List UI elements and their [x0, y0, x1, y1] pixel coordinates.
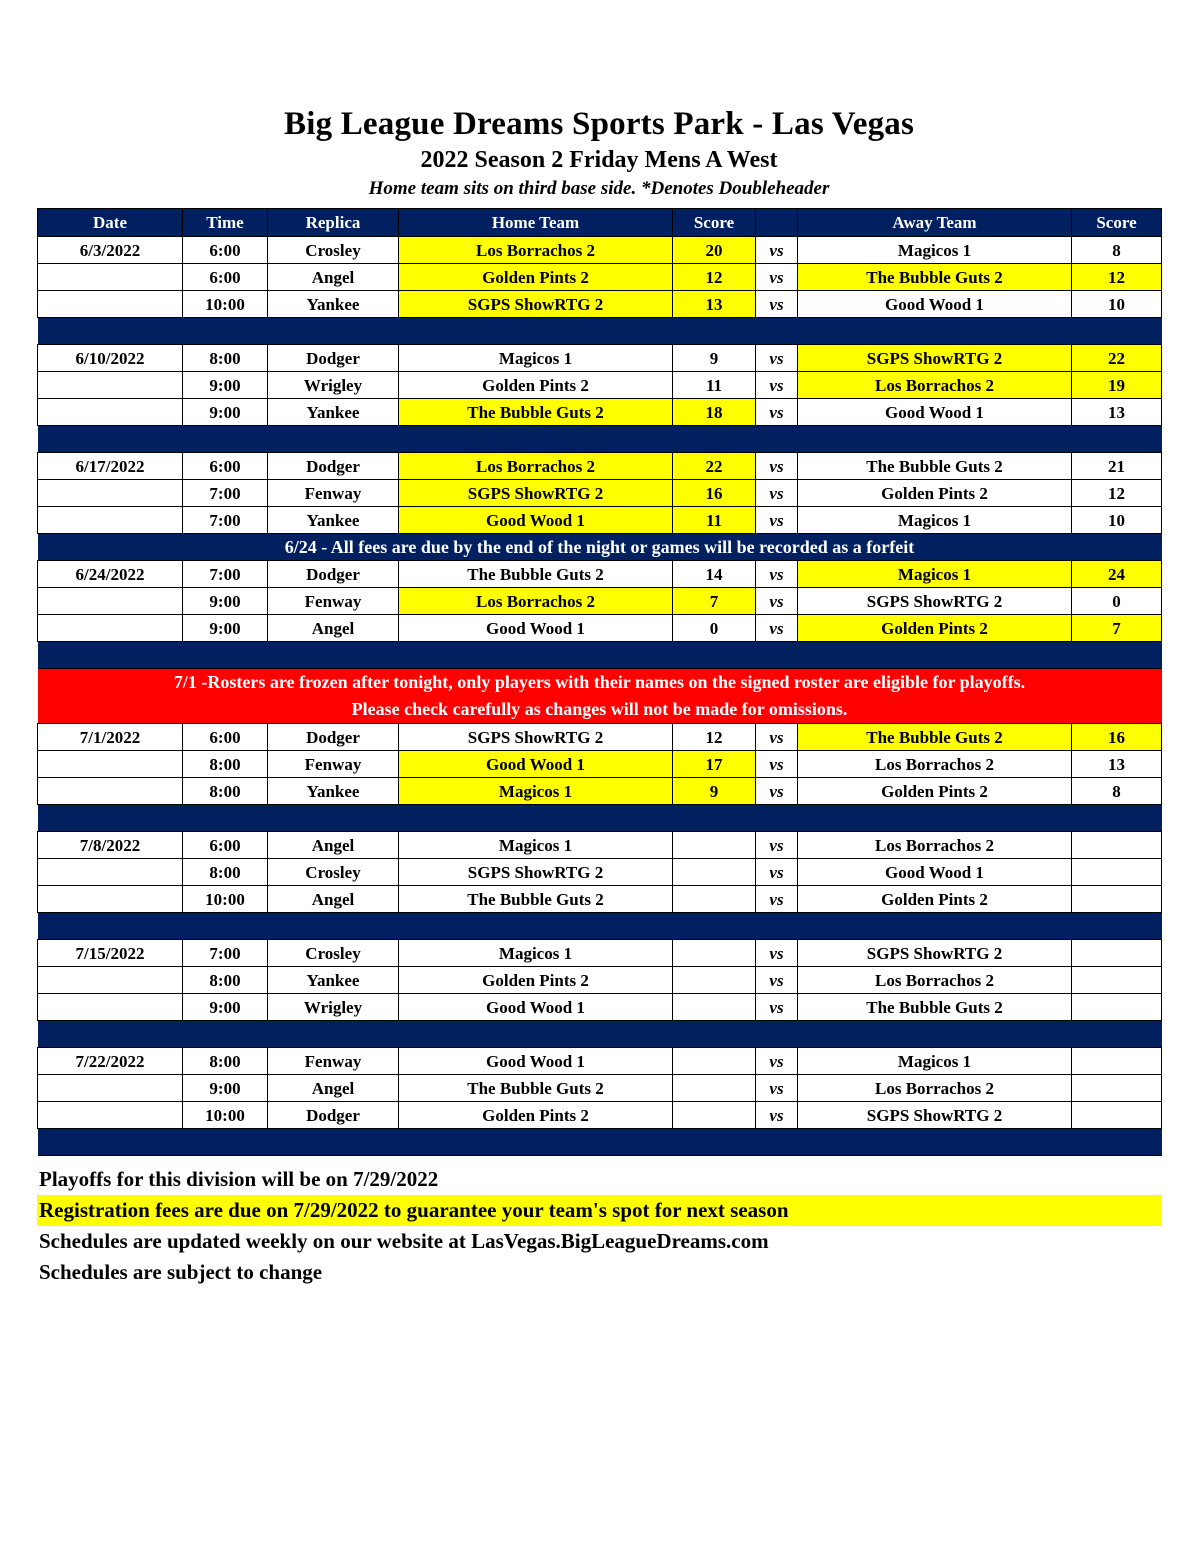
game-row [38, 480, 1162, 507]
home-score-cell: 0 [673, 615, 756, 642]
date-cell [38, 1075, 183, 1102]
away-team-cell: SGPS ShowRTG 2 [798, 940, 1072, 967]
replica-cell: Dodger [268, 724, 399, 751]
separator-band [38, 805, 1162, 832]
separator-row [38, 1021, 1162, 1048]
separator-band [38, 1021, 1162, 1048]
home-score-cell: 11 [673, 507, 756, 534]
footer-notes [37, 1164, 1161, 1288]
game-row [38, 940, 1162, 967]
game-row [38, 588, 1162, 615]
away-score-cell: 0 [1072, 588, 1162, 615]
time-cell: 7:00 [183, 507, 268, 534]
date-cell: 7/22/2022 [38, 1048, 183, 1075]
vs-cell: vs [756, 291, 798, 318]
home-team-cell: Good Wood 1 [399, 1048, 673, 1075]
game-row [38, 994, 1162, 1021]
date-cell [38, 615, 183, 642]
replica-cell: Yankee [268, 399, 399, 426]
date-cell [38, 399, 183, 426]
separator-band [38, 426, 1162, 453]
away-score-cell: 7 [1072, 615, 1162, 642]
away-score-cell [1072, 859, 1162, 886]
away-team-cell: The Bubble Guts 2 [798, 453, 1072, 480]
home-score-cell: 18 [673, 399, 756, 426]
time-cell: 9:00 [183, 1075, 268, 1102]
replica-cell: Fenway [268, 588, 399, 615]
replica-cell: Angel [268, 832, 399, 859]
home-score-cell: 17 [673, 751, 756, 778]
home-score-cell: 9 [673, 345, 756, 372]
notice-row-blue [38, 534, 1162, 561]
game-row [38, 751, 1162, 778]
game-row [38, 345, 1162, 372]
home-team-cell: SGPS ShowRTG 2 [399, 291, 673, 318]
vs-cell: vs [756, 859, 798, 886]
schedule-table [37, 208, 1162, 1156]
away-team-cell: Golden Pints 2 [798, 778, 1072, 805]
game-row [38, 1048, 1162, 1075]
home-team-cell: Los Borrachos 2 [399, 588, 673, 615]
home-team-note: Home team sits on third base side. *Denotes Doubleheader [368, 178, 830, 199]
separator-band [38, 318, 1162, 345]
home-team-cell: The Bubble Guts 2 [399, 886, 673, 913]
home-score-cell: 14 [673, 561, 756, 588]
away-score-cell: 21 [1072, 453, 1162, 480]
away-team-cell: Good Wood 1 [798, 291, 1072, 318]
replica-cell: Wrigley [268, 372, 399, 399]
away-score-cell: 22 [1072, 345, 1162, 372]
vs-cell: vs [756, 778, 798, 805]
home-team-cell: Good Wood 1 [399, 751, 673, 778]
replica-cell: Yankee [268, 291, 399, 318]
separator-row [38, 913, 1162, 940]
away-score-cell: 12 [1072, 480, 1162, 507]
game-row [38, 615, 1162, 642]
away-score-cell: 16 [1072, 724, 1162, 751]
replica-cell: Yankee [268, 967, 399, 994]
replica-cell: Fenway [268, 1048, 399, 1075]
time-cell: 6:00 [183, 264, 268, 291]
vs-cell: vs [756, 507, 798, 534]
away-team-cell: Los Borrachos 2 [798, 832, 1072, 859]
vs-cell: vs [756, 264, 798, 291]
time-cell: 6:00 [183, 832, 268, 859]
date-cell [38, 967, 183, 994]
away-team-cell: Golden Pints 2 [798, 615, 1072, 642]
away-score-cell: 8 [1072, 237, 1162, 264]
replica-cell: Angel [268, 1075, 399, 1102]
replica-cell: Crosley [268, 940, 399, 967]
date-cell: 7/15/2022 [38, 940, 183, 967]
home-team-cell: Golden Pints 2 [399, 372, 673, 399]
away-score-cell: 10 [1072, 291, 1162, 318]
away-team-cell: Magicos 1 [798, 507, 1072, 534]
game-row [38, 724, 1162, 751]
col-header-time: Time [183, 209, 268, 237]
vs-cell: vs [756, 237, 798, 264]
replica-cell: Yankee [268, 778, 399, 805]
replica-cell: Crosley [268, 237, 399, 264]
replica-cell: Fenway [268, 480, 399, 507]
vs-cell: vs [756, 751, 798, 778]
vs-cell: vs [756, 1102, 798, 1129]
home-score-cell [673, 994, 756, 1021]
col-header-date: Date [38, 209, 183, 237]
away-score-cell [1072, 1102, 1162, 1129]
home-team-cell: SGPS ShowRTG 2 [399, 859, 673, 886]
home-score-cell: 9 [673, 778, 756, 805]
vs-cell: vs [756, 588, 798, 615]
game-row [38, 372, 1162, 399]
game-row [38, 453, 1162, 480]
home-score-cell [673, 886, 756, 913]
time-cell: 7:00 [183, 940, 268, 967]
date-cell: 7/8/2022 [38, 832, 183, 859]
game-row [38, 967, 1162, 994]
home-score-cell: 20 [673, 237, 756, 264]
home-score-cell: 12 [673, 724, 756, 751]
date-cell [38, 778, 183, 805]
home-score-cell: 16 [673, 480, 756, 507]
replica-cell: Wrigley [268, 994, 399, 1021]
notice-text: 6/24 - All fees are due by the end of the night or games will be recorded as a forfeit [38, 534, 1162, 561]
away-score-cell: 24 [1072, 561, 1162, 588]
date-cell [38, 859, 183, 886]
away-team-cell: Magicos 1 [798, 1048, 1072, 1075]
away-score-cell: 13 [1072, 399, 1162, 426]
home-score-cell: 11 [673, 372, 756, 399]
date-cell: 6/10/2022 [38, 345, 183, 372]
notice-text: 7/1 -Rosters are frozen after tonight, only players with their names on the signed roster are eligible for playoffs. Please check carefully as changes will not be made for omissions. [38, 669, 1162, 724]
away-team-cell: Los Borrachos 2 [798, 967, 1072, 994]
away-team-cell: Magicos 1 [798, 561, 1072, 588]
vs-cell: vs [756, 1048, 798, 1075]
game-row [38, 886, 1162, 913]
date-cell [38, 994, 183, 1021]
away-score-cell [1072, 1075, 1162, 1102]
home-team-cell: Los Borrachos 2 [399, 237, 673, 264]
col-header-home-team: Home Team [399, 209, 673, 237]
game-row [38, 778, 1162, 805]
date-cell: 6/3/2022 [38, 237, 183, 264]
home-team-cell: SGPS ShowRTG 2 [399, 724, 673, 751]
away-score-cell [1072, 967, 1162, 994]
away-team-cell: Good Wood 1 [798, 859, 1072, 886]
date-cell: 7/1/2022 [38, 724, 183, 751]
home-score-cell [673, 1075, 756, 1102]
footer-line: Schedules are subject to change [39, 1260, 323, 1284]
vs-cell: vs [756, 967, 798, 994]
time-cell: 7:00 [183, 561, 268, 588]
separator-row [38, 426, 1162, 453]
date-cell [38, 751, 183, 778]
col-header-away-score: Score [1072, 209, 1162, 237]
away-team-cell: SGPS ShowRTG 2 [798, 1102, 1072, 1129]
vs-cell: vs [756, 1075, 798, 1102]
separator-band [38, 913, 1162, 940]
away-team-cell: Los Borrachos 2 [798, 751, 1072, 778]
replica-cell: Dodger [268, 1102, 399, 1129]
game-row [38, 832, 1162, 859]
separator-band [38, 1129, 1162, 1156]
away-team-cell: Los Borrachos 2 [798, 1075, 1072, 1102]
game-row [38, 507, 1162, 534]
table-header-row [38, 209, 1162, 237]
game-row [38, 859, 1162, 886]
vs-cell: vs [756, 399, 798, 426]
vs-cell: vs [756, 480, 798, 507]
away-team-cell: The Bubble Guts 2 [798, 724, 1072, 751]
separator-row [38, 318, 1162, 345]
time-cell: 9:00 [183, 994, 268, 1021]
replica-cell: Angel [268, 886, 399, 913]
replica-cell: Angel [268, 615, 399, 642]
replica-cell: Dodger [268, 345, 399, 372]
home-team-cell: The Bubble Guts 2 [399, 561, 673, 588]
home-team-cell: Golden Pints 2 [399, 967, 673, 994]
home-team-cell: Good Wood 1 [399, 615, 673, 642]
replica-cell: Yankee [268, 507, 399, 534]
vs-cell: vs [756, 886, 798, 913]
home-score-cell [673, 967, 756, 994]
replica-cell: Angel [268, 264, 399, 291]
home-score-cell [673, 1102, 756, 1129]
vs-cell: vs [756, 994, 798, 1021]
time-cell: 8:00 [183, 859, 268, 886]
separator-row [38, 642, 1162, 669]
home-score-cell [673, 940, 756, 967]
vs-cell: vs [756, 561, 798, 588]
time-cell: 6:00 [183, 724, 268, 751]
time-cell: 8:00 [183, 967, 268, 994]
away-score-cell [1072, 940, 1162, 967]
time-cell: 8:00 [183, 751, 268, 778]
separator-row [38, 805, 1162, 832]
time-cell: 6:00 [183, 237, 268, 264]
away-team-cell: Magicos 1 [798, 237, 1072, 264]
game-row [38, 1102, 1162, 1129]
vs-cell: vs [756, 615, 798, 642]
time-cell: 10:00 [183, 291, 268, 318]
away-team-cell: The Bubble Guts 2 [798, 994, 1072, 1021]
home-team-cell: Magicos 1 [399, 778, 673, 805]
home-team-cell: Magicos 1 [399, 345, 673, 372]
date-cell [38, 480, 183, 507]
time-cell: 9:00 [183, 615, 268, 642]
home-team-cell: Golden Pints 2 [399, 264, 673, 291]
game-row [38, 399, 1162, 426]
away-score-cell [1072, 994, 1162, 1021]
game-row [38, 291, 1162, 318]
time-cell: 8:00 [183, 1048, 268, 1075]
col-header-home-score: Score [673, 209, 756, 237]
away-team-cell: SGPS ShowRTG 2 [798, 588, 1072, 615]
home-team-cell: Good Wood 1 [399, 507, 673, 534]
page-title: Big League Dreams Sports Park - Las Vegas [283, 106, 915, 142]
away-score-cell: 12 [1072, 264, 1162, 291]
date-cell [38, 1102, 183, 1129]
replica-cell: Dodger [268, 453, 399, 480]
vs-cell: vs [756, 832, 798, 859]
away-team-cell: Los Borrachos 2 [798, 372, 1072, 399]
home-team-cell: Magicos 1 [399, 940, 673, 967]
away-team-cell: SGPS ShowRTG 2 [798, 345, 1072, 372]
home-team-cell: The Bubble Guts 2 [399, 399, 673, 426]
vs-cell: vs [756, 453, 798, 480]
date-cell [38, 886, 183, 913]
away-score-cell: 19 [1072, 372, 1162, 399]
season-subtitle: 2022 Season 2 Friday Mens A West [420, 147, 778, 173]
vs-cell: vs [756, 372, 798, 399]
col-header-replica: Replica [268, 209, 399, 237]
away-score-cell: 8 [1072, 778, 1162, 805]
away-score-cell: 13 [1072, 751, 1162, 778]
separator-row [38, 1129, 1162, 1156]
time-cell: 8:00 [183, 345, 268, 372]
vs-cell: vs [756, 940, 798, 967]
home-score-cell: 22 [673, 453, 756, 480]
footer-line: Schedules are updated weekly on our website at LasVegas.BigLeagueDreams.com [39, 1229, 769, 1253]
replica-cell: Fenway [268, 751, 399, 778]
away-score-cell [1072, 1048, 1162, 1075]
time-cell: 10:00 [183, 886, 268, 913]
date-cell [38, 372, 183, 399]
away-team-cell: Good Wood 1 [798, 399, 1072, 426]
time-cell: 9:00 [183, 399, 268, 426]
notice-row-red [38, 669, 1162, 724]
date-cell [38, 588, 183, 615]
home-team-cell: Los Borrachos 2 [399, 453, 673, 480]
schedule-table-body [38, 237, 1162, 1156]
game-row [38, 237, 1162, 264]
date-cell [38, 507, 183, 534]
footer-line: Registration fees are due on 7/29/2022 to guarantee your team's spot for next season [37, 1195, 1161, 1226]
time-cell: 9:00 [183, 372, 268, 399]
time-cell: 6:00 [183, 453, 268, 480]
vs-cell: vs [756, 724, 798, 751]
home-score-cell [673, 1048, 756, 1075]
away-team-cell: Golden Pints 2 [798, 886, 1072, 913]
home-score-cell [673, 859, 756, 886]
time-cell: 7:00 [183, 480, 268, 507]
home-team-cell: The Bubble Guts 2 [399, 1075, 673, 1102]
away-score-cell [1072, 832, 1162, 859]
col-header-vs [756, 209, 798, 237]
game-row [38, 264, 1162, 291]
time-cell: 8:00 [183, 778, 268, 805]
vs-cell: vs [756, 345, 798, 372]
date-cell: 6/24/2022 [38, 561, 183, 588]
separator-band [38, 642, 1162, 669]
home-team-cell: Golden Pints 2 [399, 1102, 673, 1129]
home-team-cell: SGPS ShowRTG 2 [399, 480, 673, 507]
away-score-cell: 10 [1072, 507, 1162, 534]
date-cell [38, 264, 183, 291]
away-team-cell: Golden Pints 2 [798, 480, 1072, 507]
game-row [38, 1075, 1162, 1102]
time-cell: 10:00 [183, 1102, 268, 1129]
time-cell: 9:00 [183, 588, 268, 615]
home-score-cell [673, 832, 756, 859]
date-cell: 6/17/2022 [38, 453, 183, 480]
away-score-cell [1072, 886, 1162, 913]
date-cell [38, 291, 183, 318]
replica-cell: Dodger [268, 561, 399, 588]
home-team-cell: Good Wood 1 [399, 994, 673, 1021]
game-row [38, 561, 1162, 588]
replica-cell: Crosley [268, 859, 399, 886]
home-score-cell: 13 [673, 291, 756, 318]
home-team-cell: Magicos 1 [399, 832, 673, 859]
footer-line: Playoffs for this division will be on 7/29/2022 [39, 1167, 439, 1191]
home-score-cell: 7 [673, 588, 756, 615]
away-team-cell: The Bubble Guts 2 [798, 264, 1072, 291]
home-score-cell: 12 [673, 264, 756, 291]
col-header-away-team: Away Team [798, 209, 1072, 237]
